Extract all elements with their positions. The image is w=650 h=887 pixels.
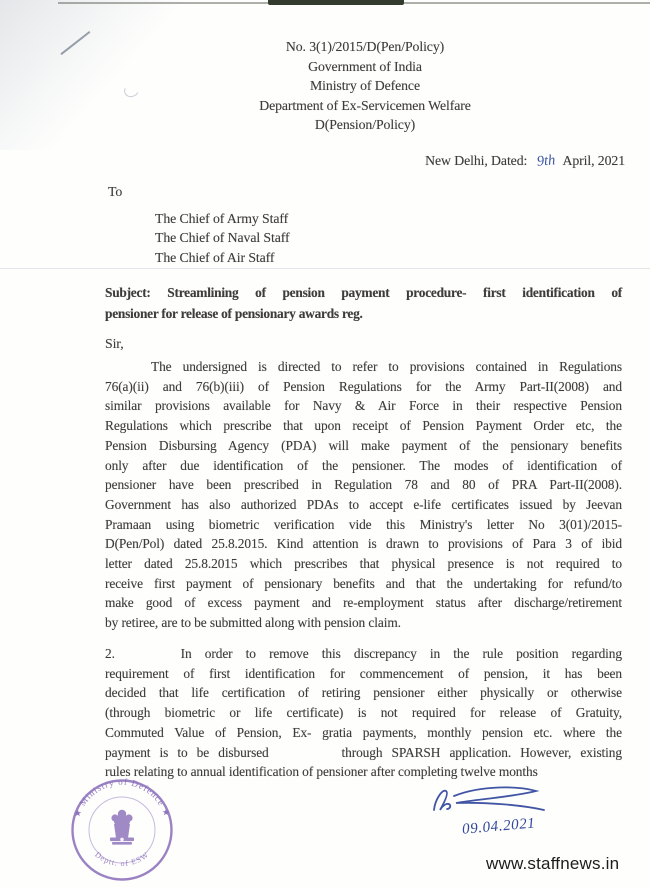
text-line: payment is to be disbursed through SPARSH application. However, existing (105, 744, 622, 760)
to-label: To (108, 184, 123, 199)
text-line: Government of India (308, 58, 422, 74)
text-line: D(Pension/Policy) (314, 117, 416, 133)
text-line: 2. In order to remove this discrepancy in the rule position regarding (105, 646, 622, 661)
date-prefix: New Delhi, Dated: (425, 153, 528, 168)
paragraph-1 (105, 357, 622, 633)
text-line: decided that life certification of retiring pensioner either physically or otherwise (105, 685, 622, 701)
watermark-text: www.staffnews.in (486, 854, 620, 873)
handwritten-day: 9th (536, 152, 557, 170)
text-line: Ministry of Defence (310, 78, 420, 94)
text-line: Regulations which prescribe that upon receipt of Pension Payment Order etc, the (105, 418, 622, 434)
stamp-arc-bottom-text: Deptt. of ESW (93, 849, 151, 869)
org-lines (105, 57, 625, 135)
text-line: pensioner for release of pensionary awards reg. (105, 305, 363, 321)
text-line: Pramaan using biometric verification vide this Ministry's letter No 3(01)/2015- (105, 516, 622, 532)
text-line: rules relating to annual identification of pensioner after completing twelve months (105, 764, 538, 780)
text-line: pensioner have been prescribed in Regulation 78 and 80 of PRA Part-II(2008). (105, 477, 622, 493)
text-line: Department of Ex-Servicemen Welfare (259, 97, 471, 113)
text-line: D(Pen/Pol) dated 25.8.2015. Kind attention is drawn to provisions of Para 3 of ibid (105, 536, 622, 552)
text-line: 76(a)(ii) and 76(b)(iii) of Pension Regulations for the Army Part-II(2008) and (105, 378, 622, 394)
recipient-list (155, 209, 290, 267)
text-line: The Chief of Air Staff (155, 249, 275, 265)
letterhead (105, 37, 625, 135)
text-line: make good of excess payment and re-employment status after discharge/retirement (105, 595, 622, 611)
ministry-stamp (56, 776, 188, 887)
text-line: Government has also authorized PDAs to accept e-life certificates issued by Jeevan (105, 496, 622, 512)
text-line: (through biometric or life certificate) is not required for release of Gratuity, (105, 705, 622, 721)
ashoka-emblem-icon (110, 810, 134, 845)
text-line: Subject: Streamlining of pension payment procedure- first identification of (105, 285, 622, 300)
text-line: The Chief of Army Staff (155, 211, 289, 226)
scan-crease-line (0, 268, 650, 269)
text-line: receive first payment of pensionary benefits and that the undertaking for refund/to (105, 575, 622, 591)
text-line: by retiree, are to be submitted along with pension claim. (105, 615, 401, 631)
text-line: Pension Disbursing Agency (PDA) will make payment of the pensionary benefits (105, 437, 622, 453)
text-line: letter dated 25.8.2015 which prescribes that physical presence is not required to (105, 556, 622, 572)
subject-line (105, 283, 622, 324)
text-line: Commuted Value of Pension, Ex- gratia payments, monthly pension etc. where the (105, 724, 622, 740)
salutation: Sir, (105, 336, 124, 351)
scan-edge-blob (268, 0, 404, 5)
paragraph-2 (105, 644, 622, 782)
svg-text:Deptt. of ESW (93, 850, 151, 868)
reference-number: No. 3(1)/2015/D(Pen/Policy) (285, 39, 445, 54)
date-rest: April, 2021 (562, 153, 625, 168)
text-line: requirement of first identification for commencement of pension, it has been (105, 665, 622, 681)
text-line: similar provisions available for Navy & Air Force in their respective Pension (105, 398, 622, 414)
stamp-arc-top-text: ★ Ministry of Defence ★ (71, 776, 173, 819)
handwritten-sign-date: 09.04.2021 (461, 815, 537, 838)
text-line: The undersigned is directed to refer to provisions contained in Regulations (151, 359, 622, 374)
text-line: The Chief of Naval Staff (155, 230, 290, 246)
date-line (105, 151, 625, 172)
text-line: only after due identification of the pensioner. The modes of identification of (105, 457, 622, 473)
